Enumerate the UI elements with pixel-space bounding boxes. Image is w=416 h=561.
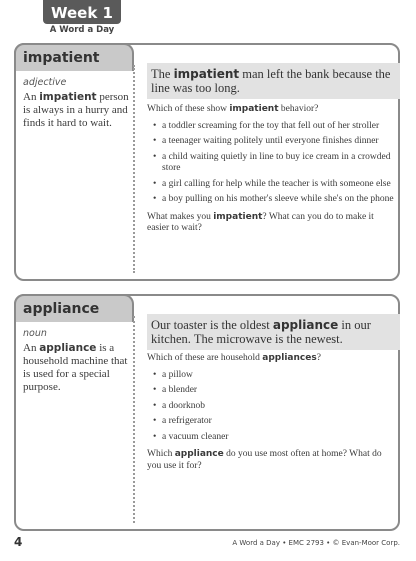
part-of-speech: adjective (23, 77, 67, 88)
list-item: • a refrigerator (153, 416, 397, 428)
list-item: • a toddler screaming for the toy that fell out of her stroller (153, 121, 397, 133)
vocabulary-word: impatient (23, 50, 100, 66)
definition: An appliance is a household machine that is used for a special purpose. (23, 342, 128, 393)
week-label: Week 1 (43, 0, 121, 24)
list-item: • a doorknob (153, 401, 397, 413)
list-item: • a child waiting quietly in line to buy ice cream in a crowded store (153, 152, 397, 175)
activity-column (147, 104, 397, 235)
list-item: • a blender (153, 385, 397, 397)
list-item: • a pillow (153, 370, 397, 382)
option-list (153, 121, 397, 206)
perforation-line (133, 65, 135, 273)
example-sentence: The impatient man left the bank because the line was too long. (147, 63, 400, 99)
vocabulary-word: appliance (23, 301, 100, 317)
page-number: 4 (14, 535, 23, 549)
word-card-appliance (14, 294, 400, 531)
list-item: • a boy pulling on his mother's sleeve while she's on the phone (153, 194, 397, 206)
follow-up-question: What makes you impatient? What can you do to make it easier to wait? (147, 211, 374, 233)
definition-keyword: appliance (39, 342, 97, 354)
example-sentence: Our toaster is the oldest appliance in our kitchen. The microwave is the newest. (147, 314, 400, 350)
activity-column (147, 353, 397, 472)
list-item: • a girl calling for help while the teacher is with someone else (153, 179, 397, 191)
perforation-line (133, 316, 135, 523)
part-of-speech: noun (23, 328, 47, 339)
option-list (153, 370, 397, 444)
word-tab (14, 294, 134, 322)
list-item: • a teenager waiting politely until everyone finishes dinner (153, 136, 397, 148)
word-card-impatient (14, 43, 400, 281)
definition: An impatient person is always in a hurry and finds it hard to wait. (23, 91, 129, 129)
definition-column (23, 77, 133, 130)
list-item: • a vacuum cleaner (153, 432, 397, 444)
question: Which of these are household appliances? (147, 353, 321, 363)
footer-credit: A Word a Day • EMC 2793 • © Evan-Moor Corp. (232, 539, 400, 547)
word-tab (14, 43, 134, 71)
follow-up-question: Which appliance do you use most often at home? What do you use it for? (147, 449, 382, 471)
definition-column (23, 328, 133, 394)
question: Which of these show impatient behavior? (147, 104, 319, 114)
definition-keyword: impatient (39, 91, 97, 103)
series-subtitle: A Word a Day (49, 25, 115, 35)
